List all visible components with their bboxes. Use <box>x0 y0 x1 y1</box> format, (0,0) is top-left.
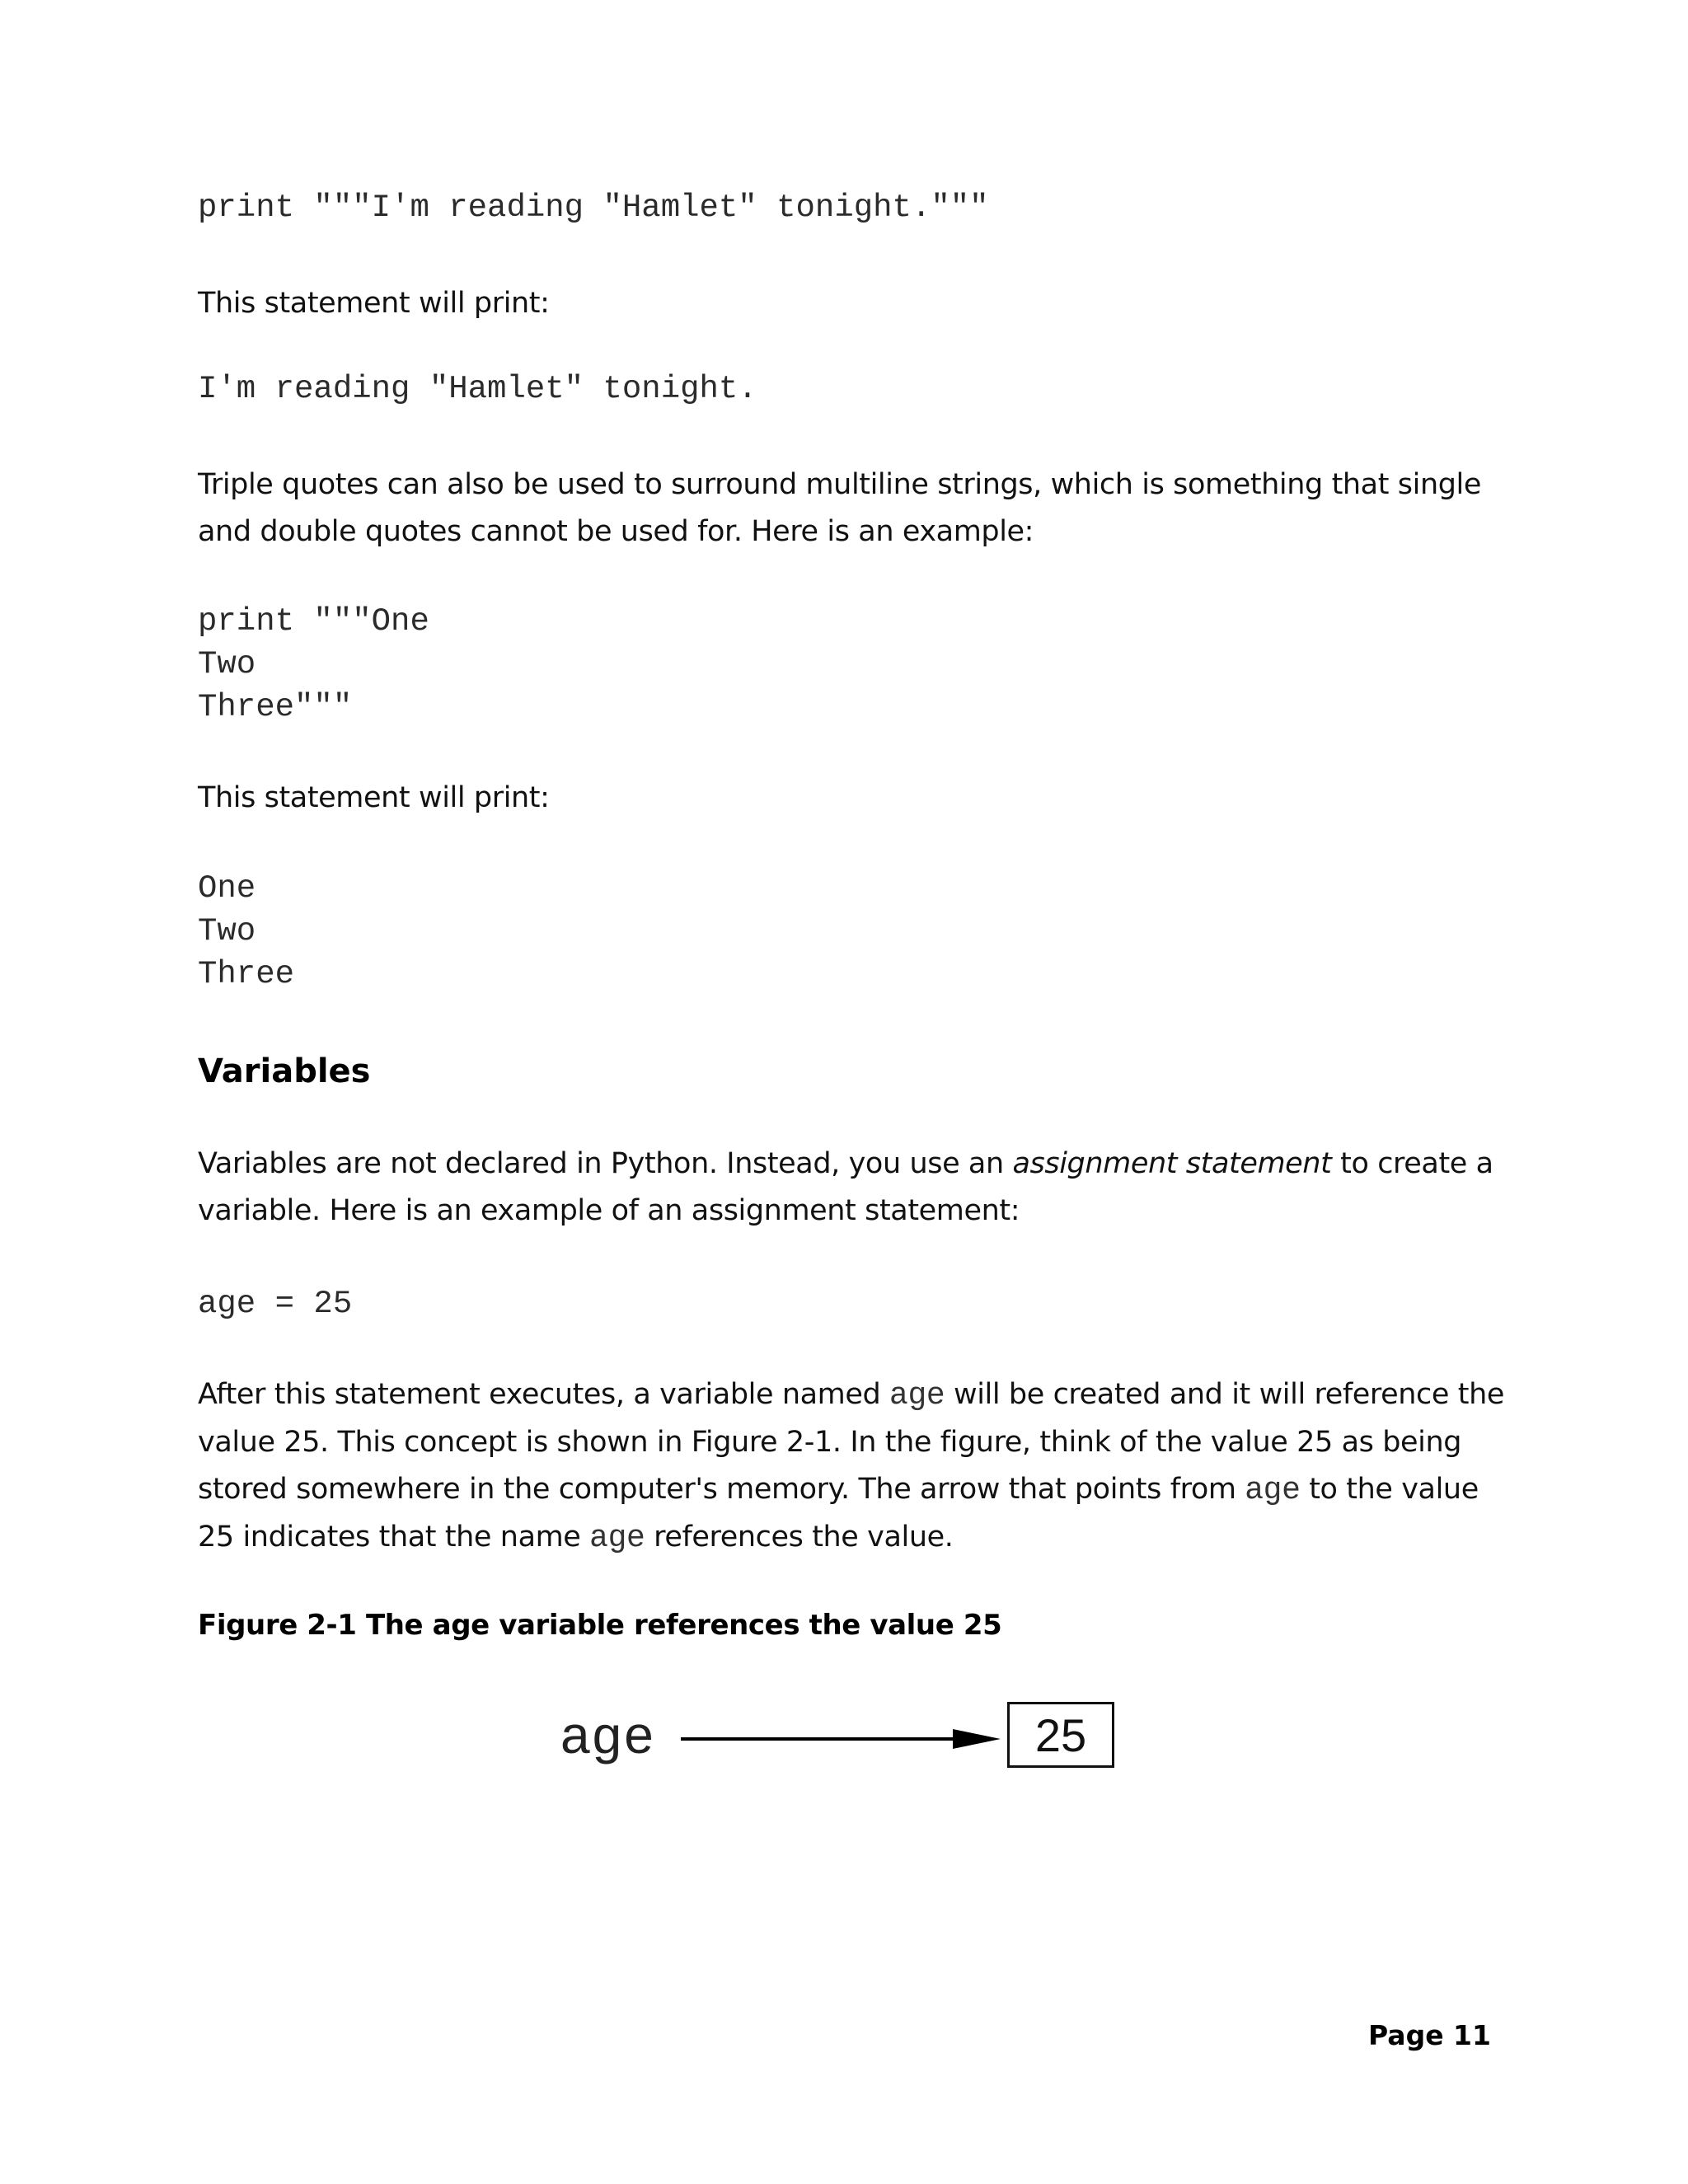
figure-caption-part2: variable references the value 25 <box>489 1609 1002 1642</box>
reference-arrow-icon <box>676 1722 1006 1755</box>
figure-caption <box>198 1602 1001 1648</box>
code-multiline: print """One Two Three""" <box>198 603 429 725</box>
paragraph-after-part1: After this statement executes, a variable named <box>198 1378 890 1411</box>
code-print-hamlet: print """I'm reading "Hamlet" tonight.""" <box>198 190 989 226</box>
figure-caption-part1: Figure 2-1 The <box>198 1609 433 1642</box>
paragraph-variables-part2: to create a variable. Here is an example of an assignment statement: <box>198 1147 1493 1227</box>
inline-code-age-1: age <box>889 1378 945 1413</box>
assignment-statement-emphasis: assignment statement <box>1012 1147 1332 1180</box>
code-assignment: age = 25 <box>198 1286 353 1322</box>
page-number: Page 11 <box>1368 2019 1491 2051</box>
figure-variable-name: age <box>560 1705 656 1765</box>
paragraph-after-part2: will be created and it will reference the value 25. This concept is shown in Figure 2-1. In the figure, think of the value 25 as being stored somewhere in the computer's memory. The arrow that points from <box>198 1378 1504 1506</box>
figure-caption-age: age <box>432 1609 490 1642</box>
paragraph-variables <box>198 1141 1508 1235</box>
output-multiline: One Two Three <box>198 870 295 992</box>
text-will-print-1: This statement will print: <box>198 287 550 320</box>
paragraph-triple-quotes: Triple quotes can also be used to surround multiline strings, which is something that single and double quotes cannot be used for. Here is an example: <box>198 468 1481 548</box>
inline-code-age-2: age <box>1245 1473 1301 1508</box>
figure-age-reference <box>544 1690 1137 1797</box>
figure-value-box: 25 <box>1007 1702 1114 1768</box>
output-hamlet: I'm reading "Hamlet" tonight. <box>198 371 757 407</box>
text-will-print-2: This statement will print: <box>198 781 550 814</box>
paragraph-after-part4: references the value. <box>645 1521 954 1554</box>
inline-code-age-3: age <box>589 1521 645 1556</box>
paragraph-after-assignment <box>198 1371 1508 1562</box>
paragraph-after-part3: to the value 25 indicates that the name <box>198 1473 1479 1554</box>
heading-variables: Variables <box>198 1052 371 1090</box>
paragraph-variables-part1: Variables are not declared in Python. Instead, you use an <box>198 1147 1013 1180</box>
